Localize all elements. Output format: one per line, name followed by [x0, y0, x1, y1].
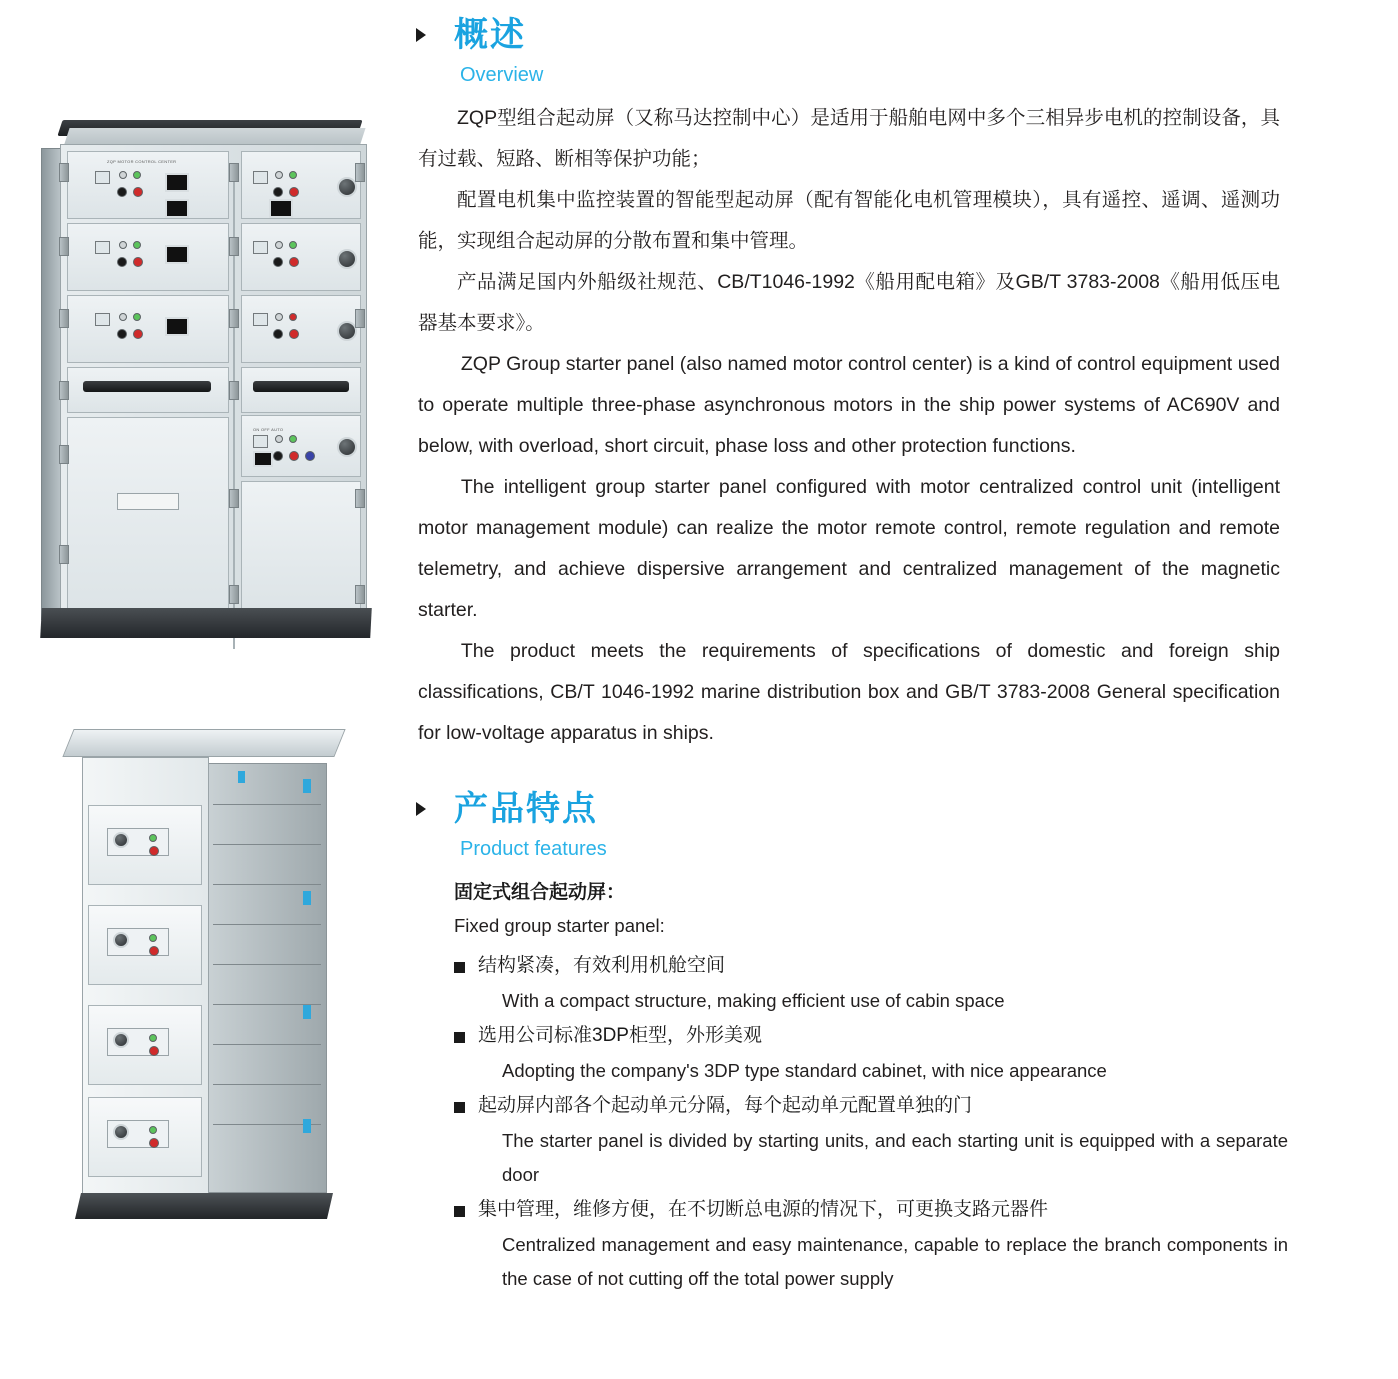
ammeter	[165, 199, 189, 218]
door-hinge	[355, 585, 365, 604]
feature-text-cn: 选用公司标准3DP柜型，外形美观	[478, 1025, 762, 1046]
list-item	[454, 948, 1288, 1018]
selector-switch	[253, 313, 268, 326]
rotary-knob	[113, 1032, 129, 1048]
overview-paragraph-cn-2: 配置电机集中监控装置的智能型起动屏（配有智能化电机管理模块），具有遥控、遥调、遥测功能，实现组合起动屏的分散布置和集中管理。	[418, 189, 1280, 252]
triangle-bullet-icon	[416, 28, 426, 42]
overview-paragraph-cn-1: ZQP型组合起动屏（又称马达控制中心）是适用于船舶电网中多个三相异步电机的控制设备，具有过载、短路、断相等保护功能；	[418, 107, 1280, 170]
side-groove	[213, 964, 321, 965]
indicator-lamp	[289, 241, 297, 249]
rotary-knob	[337, 437, 357, 457]
indicator-lamp	[275, 313, 283, 321]
features-subtitle-cn: 固定式组合起动屏：	[454, 882, 626, 903]
triangle-bullet-icon	[416, 802, 426, 816]
indicator-lamp	[119, 171, 127, 179]
features-list	[418, 948, 1288, 1296]
product-photo-angle	[60, 715, 390, 1260]
indicator-lamp	[275, 435, 283, 443]
list-item	[454, 1192, 1288, 1296]
ammeter	[165, 245, 189, 264]
door-hinge	[59, 445, 69, 464]
door-hinge	[59, 309, 69, 328]
door-hinge	[229, 489, 239, 508]
selector-switch	[95, 171, 110, 184]
indicator-lamp	[275, 241, 283, 249]
indicator-lamp	[133, 241, 141, 249]
overview-paragraph-en-2: The intelligent group starter panel configured with motor centralized control unit (intelligent motor management module) can realize the motor remote control, remote regulation and remote telemetry, and achieve dispersive arrangement and centralized management of the magnetic starter.	[418, 476, 1280, 621]
ammeter	[269, 199, 293, 218]
overview-paragraph-en-3: The product meets the requirements of specifications of domestic and foreign ship classifications, CB/T 1046-1992 marine distribution box and GB/T 3783-2008 General specification for low-voltage apparatus in ships.	[418, 640, 1280, 744]
ammeter	[165, 317, 189, 336]
indicator-lamp	[289, 435, 297, 443]
selector-switch	[253, 435, 268, 448]
selector-switch	[253, 241, 268, 254]
section-header-features	[418, 788, 1288, 862]
door-hinge	[59, 163, 69, 182]
cabinet-base	[40, 608, 372, 638]
overview-body	[418, 98, 1288, 754]
section-title-cn: 概述	[454, 16, 526, 54]
push-button	[133, 187, 143, 197]
accent-tab	[303, 891, 311, 905]
side-groove	[213, 1084, 321, 1085]
starter-unit-panel	[88, 1005, 202, 1085]
nameplate	[117, 493, 179, 510]
push-button	[149, 946, 159, 956]
door-hinge	[59, 545, 69, 564]
selector-switch	[253, 171, 268, 184]
starter-unit-cell	[67, 223, 229, 291]
push-button	[117, 187, 127, 197]
features-body	[418, 876, 1288, 1296]
square-bullet-icon	[454, 1206, 465, 1217]
accent-tab	[303, 1119, 311, 1133]
list-item	[454, 1088, 1288, 1192]
rotary-knob	[337, 321, 357, 341]
accent-tab	[238, 771, 245, 783]
door-hinge	[229, 309, 239, 328]
selector-switch	[95, 313, 110, 326]
indicator-lamp	[149, 1034, 157, 1042]
door-hinge	[355, 489, 365, 508]
push-button	[149, 846, 159, 856]
door-hinge	[59, 381, 69, 400]
push-button	[133, 257, 143, 267]
starter-unit-panel	[88, 905, 202, 985]
overview-paragraph-en-1: ZQP Group starter panel (also named motor control center) is a kind of control equipment used to operate multiple three-phase asynchronous motors in the ship power systems of AC690V and below, with overload, short circuit, phase loss and other protection functions.	[418, 353, 1280, 457]
image-column	[0, 0, 410, 1379]
door-hinge	[229, 163, 239, 182]
rotary-knob	[113, 1124, 129, 1140]
push-button	[273, 257, 283, 267]
feature-text-cn: 集中管理，维修方便，在不切断总电源的情况下，可更换支路元器件	[478, 1199, 1049, 1220]
door-hinge	[355, 163, 365, 182]
indicator-lamp	[149, 1126, 157, 1134]
indicator-lamp	[119, 313, 127, 321]
push-button	[289, 187, 299, 197]
square-bullet-icon	[454, 1032, 465, 1043]
rotary-knob	[113, 932, 129, 948]
rotary-knob	[113, 832, 129, 848]
side-groove	[213, 804, 321, 805]
selector-switch	[95, 241, 110, 254]
content-column	[418, 0, 1288, 1296]
cabinet-body	[60, 144, 367, 614]
indicator-lamp	[289, 313, 297, 321]
starter-unit-cell	[67, 295, 229, 363]
push-button	[305, 451, 315, 461]
feature-text-en: With a compact structure, making efficient use of cabin space	[502, 990, 1005, 1011]
door-hinge	[355, 309, 365, 328]
square-bullet-icon	[454, 962, 465, 973]
push-button	[289, 451, 299, 461]
indicator-lamp	[149, 934, 157, 942]
indicator-lamp	[275, 171, 283, 179]
push-button	[289, 257, 299, 267]
side-groove	[213, 844, 321, 845]
push-button	[133, 329, 143, 339]
rotary-knob	[337, 177, 357, 197]
indicator-lamp	[133, 313, 141, 321]
push-button	[149, 1138, 159, 1148]
starter-unit-panel	[88, 1097, 202, 1177]
indicator-lamp	[133, 171, 141, 179]
indicator-lamp	[119, 241, 127, 249]
section-title-en: Product features	[460, 838, 607, 860]
door-hinge	[229, 237, 239, 256]
square-bullet-icon	[454, 1102, 465, 1113]
feature-text-cn: 起动屏内部各个起动单元分隔，每个起动单元配置单独的门	[478, 1095, 973, 1116]
panel-marking: ON OFF AUTO	[253, 427, 284, 432]
ammeter	[253, 451, 273, 467]
side-groove	[213, 1044, 321, 1045]
push-button	[117, 257, 127, 267]
product-photo-front	[38, 108, 383, 653]
features-subtitle-en: Fixed group starter panel:	[454, 915, 665, 936]
door-hinge	[59, 237, 69, 256]
side-groove	[213, 924, 321, 925]
push-button	[273, 187, 283, 197]
section-title-en: Overview	[460, 64, 544, 86]
starter-unit-panel	[88, 805, 202, 885]
accent-tab	[303, 1005, 311, 1019]
feature-text-en: The starter panel is divided by starting units, and each starting unit is equipped with a separate door	[502, 1130, 1288, 1185]
drawer-handle	[83, 381, 211, 392]
feature-text-en: Adopting the company's 3DP type standard cabinet, with nice appearance	[502, 1060, 1107, 1081]
section-title-cn: 产品特点	[454, 790, 598, 828]
push-button	[149, 1046, 159, 1056]
push-button	[273, 451, 283, 461]
lower-door	[241, 481, 361, 609]
accent-tab	[303, 779, 311, 793]
push-button	[117, 329, 127, 339]
list-item	[454, 1018, 1288, 1088]
rotary-knob	[337, 249, 357, 269]
indicator-lamp	[149, 834, 157, 842]
push-button	[289, 329, 299, 339]
lower-door	[67, 417, 229, 609]
door-hinge	[229, 585, 239, 604]
push-button	[273, 329, 283, 339]
ammeter	[165, 173, 189, 192]
feature-text-cn: 结构紧凑，有效利用机舱空间	[478, 955, 726, 976]
drawer-handle	[253, 381, 349, 392]
cabinet-roof	[62, 729, 345, 757]
cabinet-base	[75, 1193, 333, 1219]
section-header-overview	[418, 14, 1288, 88]
side-groove	[213, 884, 321, 885]
indicator-lamp	[289, 171, 297, 179]
feature-text-en: Centralized management and easy maintenance, capable to replace the branch components in the case of not cutting off the total power supply	[502, 1234, 1288, 1289]
door-hinge	[229, 381, 239, 400]
overview-paragraph-cn-3: 产品满足国内外船级社规范、CB/T1046-1992《船用配电箱》及GB/T 3783-2008《船用低压电器基本要求》。	[418, 271, 1280, 334]
cabinet-marking-label: ZQP MOTOR CONTROL CENTER	[107, 159, 177, 164]
